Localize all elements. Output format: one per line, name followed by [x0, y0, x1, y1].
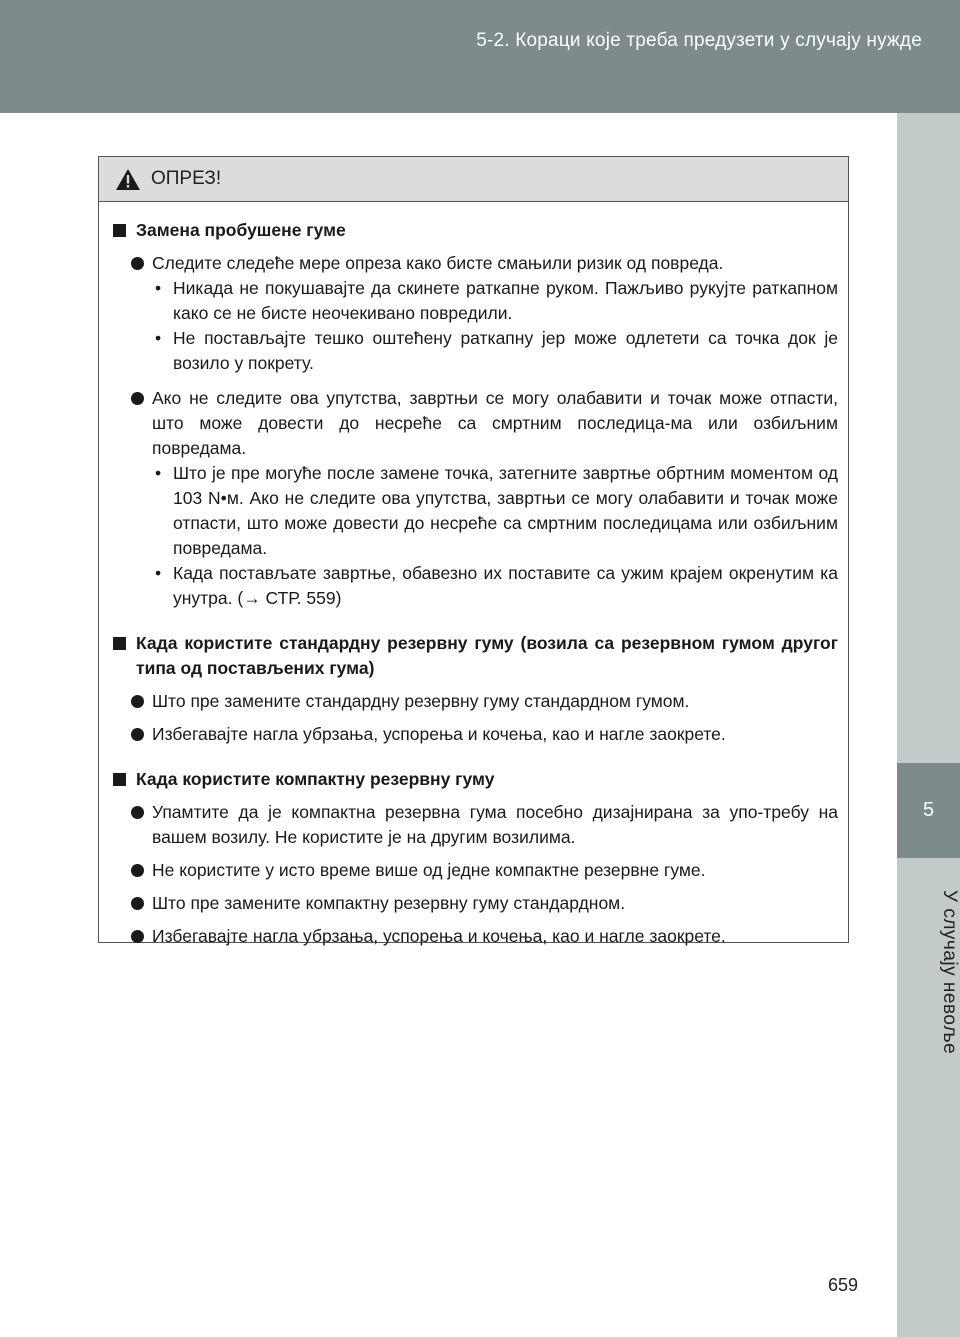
- list-item: Избегавајте нагла убрзања, успорења и кочења, као и нагле заокрете.: [131, 722, 838, 747]
- square-bullet-icon: [113, 224, 126, 237]
- list-item: Што пре замените компактну резервну гуму стандардном.: [131, 891, 838, 916]
- square-bullet-icon: [113, 637, 126, 650]
- list-item: Следите следеће мере опреза како бисте смањили ризик од повреда.: [131, 251, 838, 276]
- section-heading: Када користите стандардну резервну гуму (возила са резервном гумом другог типа од постављених гума): [111, 631, 838, 681]
- list-item: Ако не следите ова упутства, завртњи се могу олабавити и точак може отпасти, што може довести до несреће са смртним последица-ма или озбиљним повредама.: [131, 386, 838, 461]
- section-flat-tire: [111, 218, 838, 611]
- small-bullet-icon: •: [155, 278, 162, 298]
- dot-bullet-icon: [131, 728, 144, 741]
- header-band: [0, 0, 960, 113]
- section-heading: Замена пробушене гуме: [111, 218, 838, 243]
- dot-bullet-icon: [131, 864, 144, 877]
- chapter-title: У случају невоље: [939, 890, 960, 1055]
- list-item: Избегавајте нагла убрзања, успорења и кочења, као и нагле заокрете.: [131, 924, 838, 949]
- section-heading: Када користите компактну резервну гуму: [111, 767, 838, 792]
- small-bullet-icon: •: [155, 563, 162, 583]
- running-header: 5-2. Кораци које треба предузети у случају нужде: [476, 30, 922, 51]
- section-compact-spare: [111, 767, 838, 949]
- list-item: Не користите у исто време више од једне компактне резервне гуме.: [131, 858, 838, 883]
- dot-bullet-icon: [131, 392, 144, 405]
- small-bullet-icon: •: [155, 328, 162, 348]
- page-number: 659: [828, 1275, 859, 1295]
- caution-content: [99, 202, 848, 949]
- dot-bullet-icon: [131, 806, 144, 819]
- chapter-number-tab: 5: [897, 763, 960, 858]
- list-item: Упамтите да је компактна резервна гума посебно дизајнирана за упо-требу на вашем возилу. Не користите је на другим возилима.: [131, 800, 838, 850]
- dot-bullet-icon: [131, 930, 144, 943]
- side-band: [897, 113, 960, 1337]
- dot-bullet-icon: [131, 695, 144, 708]
- sub-list-item: • Не постављајте тешко оштећену раткапну јер може одлетети са точка док је возило у покрету.: [153, 326, 838, 376]
- dot-bullet-icon: [131, 257, 144, 270]
- small-bullet-icon: •: [155, 463, 162, 483]
- caution-header: [99, 157, 848, 202]
- sub-list-item: • Када постављате завртње, обавезно их поставите са ужим крајем окренутим ка унутра. (→ СТР. 559): [153, 561, 838, 611]
- list-item: Што пре замените стандардну резервну гуму стандардном гумом.: [131, 689, 838, 714]
- sub-list-item: • Никада не покушавајте да скинете раткапне руком. Пажљиво рукујте раткапном како се не бисте неочекивано повредили.: [153, 276, 838, 326]
- section-standard-spare: [111, 631, 838, 747]
- caution-box: [98, 156, 849, 946]
- sub-list-item: • Што је пре могуће после замене точка, затегните завртње обртним моментом од 103 N•м. Ако не следите ова упутства, завртњи се могу олабавити и точак може отпасти, што може довести до несреће са смртним последицама или озбиљним повредама.: [153, 461, 838, 561]
- square-bullet-icon: [113, 773, 126, 786]
- dot-bullet-icon: [131, 897, 144, 910]
- warning-triangle-icon: [115, 168, 141, 191]
- caution-title: ОПРЕЗ!: [151, 168, 222, 189]
